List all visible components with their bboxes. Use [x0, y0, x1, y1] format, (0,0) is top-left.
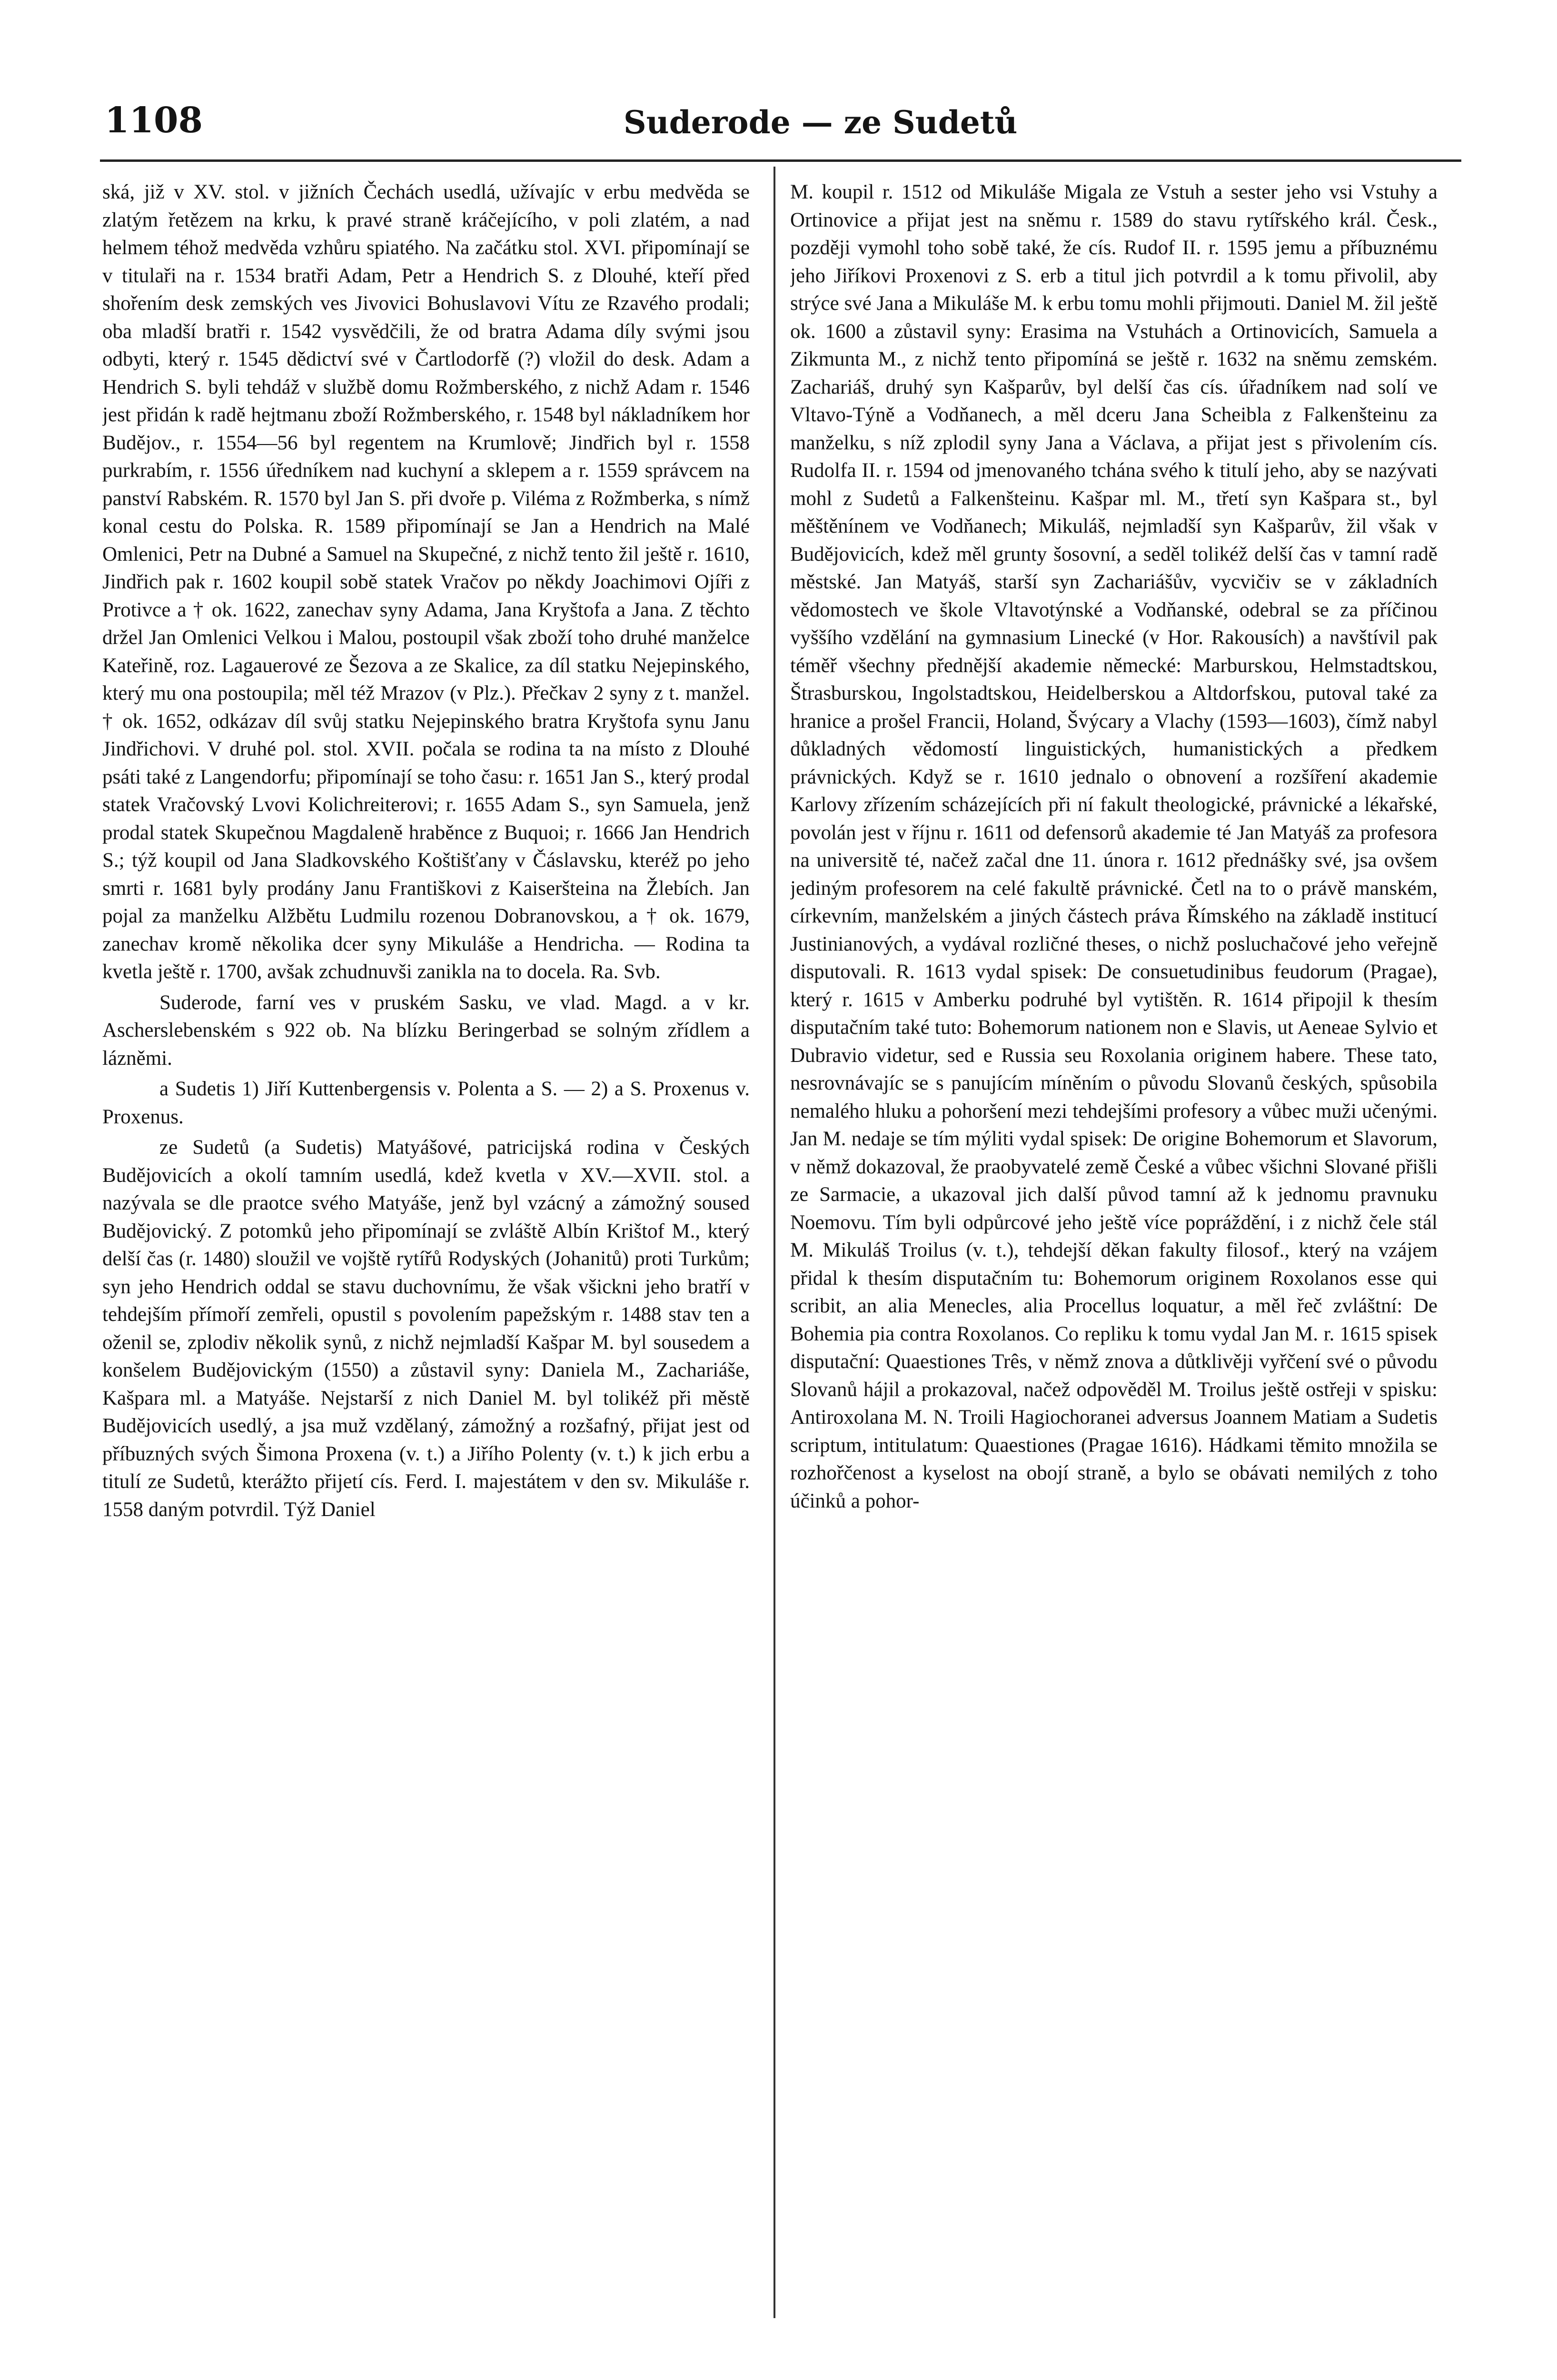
right-column	[790, 178, 1438, 2344]
header-rule	[100, 159, 1461, 162]
column-divider	[774, 167, 775, 2318]
page-number: 1108	[105, 100, 203, 141]
left-column	[102, 178, 750, 2344]
entry-a-sudetis: a Sudetis 1) Jiří Kuttenbergensis v. Polenta a S. — 2) a S. Proxenus v. Proxenus.	[102, 1078, 750, 1128]
entry-suderode: Suderode, farní ves v pruském Sasku, ve vlad. Magd. a v kr. Ascherslebenském s 922 ob. Na blízku Beringerbad se solným zřídlem a lázněmi.	[102, 991, 750, 1070]
running-head: Suderode — ze Sudetů	[624, 104, 1018, 141]
entry-dlouhe-continued: ská, již v XV. stol. v jižních Čechách usedlá, užívajíc v erbu medvěda se zlatým řetězem na krku, k pravé straně kráčejícího, v poli zlatém, a nad helmem téhož medvěda vzhůru spiatého. Na začátku stol. XVI. připomínají se v titulaři na r. 1534 bratři Adam, Petr a Hendrich S. z Dlouhé, kteří před shořením desk zemských ves Jivovici Bohuslavovi Vítu ze Rzavého prodali; oba mladší bratři r. 1542 vysvědčili, že od bratra Adama díly svými jsou odbyti, který r. 1545 dědictví své v Čartlodorfě (?) vložil do desk. Adam a Hendrich S. byli tehdáž v službě domu Rožmberského, z nichž Adam r. 1546 jest přidán k radě hejtmanu zboží Rožmberského, r. 1548 byl nákladníkem hor Budějov., r. 1554—56 byl regentem na Krumlově; Jindřich byl r. 1558 purkrabím, r. 1556 úředníkem nad kuchyní a sklepem a r. 1559 správcem na panství Rabském. R. 1570 byl Jan S. při dvoře p. Viléma z Rožmberka, s nímž konal cestu do Polska. R. 1589 připomínají se Jan a Hendrich na Malé Omlenici, Petr na Dubné a Samuel na Skupečné, z nichž tento žil ještě r. 1610, Jindřich pak r. 1602 koupil sobě statek Vračov po někdy Joachimovi Ojíři z Protivce a † ok. 1622, zanechav syny Adama, Jana Kryštofa a Jana. Z těchto držel Jan Omlenici Velkou i Malou, postoupil však zboží toho druhé manželce Kateřině, roz. Lagauerové ze Šezova a ze Skalice, za díl statku Nejepinského, který mu ona postoupila; měl též Mrazov (v Plz.). Přečkav 2 syny z t. manžel. † ok. 1652, odkázav díl svůj statku Nejepinského bratra Kryštofa synu Janu Jindřichovi. V druhé pol. stol. XVII. počala se rodina ta na místo z Dlouhé psáti také z Langendorfu; připomínají se toho času: r. 1651 Jan S., který prodal statek Vračovský Lvovi Kolichreiterovi; r. 1655 Adam S., syn Samuela, jenž prodal statek Skupečnou Magdaleně hraběnce z Buquoi; r. 1666 Jan Hendrich S.; týž koupil od Jana Sladkovského Koštišťany v Čáslavsku, kteréž po jeho smrti r. 1681 byly prodány Janu Františkovi z Kaiseršteina na Žlebích. Jan pojal za manželku Alžbětu Ludmilu rozenou Dobranovskou, a † ok. 1679, zanechav kromě několika dcer syny Mikuláše a Hendricha. — Rodina ta kvetla ještě r. 1700, avšak zchudnuvši zanikla na to docela. Ra. Svb.	[102, 181, 750, 983]
entry-ze-sudetu-continued: M. koupil r. 1512 od Mikuláše Migala ze Vstuh a sester jeho vsi Vstuhy a Ortinovice a přijat jest na sněmu r. 1589 do stavu rytířského král. Česk., později vymohl toho sobě také, že cís. Rudof II. r. 1595 jemu a příbuznému jeho Jiříkovi Proxenovi z S. erb a titul jich potvrdil a k tomu přivolil, aby strýce své Jana a Mikuláše M. k erbu tomu mohli přijmouti. Daniel M. žil ještě ok. 1600 a zůstavil syny: Erasima na Vstuhách a Ortinovicích, Samuela a Zikmunta M., z nichž tento připomíná se ještě r. 1632 na sněmu zemském. Zachariáš, druhý syn Kašparův, byl delší čas cís. úřadníkem nad solí ve Vltavo-Týně a Vodňanech, a měl dceru Jana Scheibla z Falkenšteinu za manželku, s níž zplodil syny Jana a Václava, a přijat jest s přivolením cís. Rudolfa II. r. 1594 od jmenovaného tchána svého k titulí jeho, aby se nazývati mohl z Sudetů a Falkenšteinu. Kašpar ml. M., třetí syn Kašpara st., byl měštěnínem ve Vodňanech; Mikuláš, nejmladší syn Kašparův, žil však v Budějovicích, kdež měl grunty šosovní, a seděl tolikéž delší čas v tamní radě městské. Jan Matyáš, starší syn Zachariášův, vycvičiv se v základních vědomostech ve škole Vltavotýnské a Vodňanské, odebral se za příčinou vyššího vzdělání na gymnasium Linecké (v Hor. Rakousích) a navštívil pak téměř všechny přednější akademie německé: Marburskou, Helmstadtskou, Štrasburskou, Ingolstadtskou, Heidelberskou a Altdorfskou, putoval také za hranice a prošel Francii, Holand, Švýcary a Vlachy (1593—1603), čímž nabyl důkladných vědomostí linguistických, humanistických a předkem právnických. Když se r. 1610 jednalo o obnovení a rozšíření akademie Karlovy zřízením scházejících při ní fakult theologické, právnické a lékařské, povolán jest v říjnu r. 1611 od defensorů akademie té Jan Matyáš za profesora na universitě té, načež začal dne 11. února r. 1612 přednášky své, jsa ovšem jediným profesorem na celé fakultě právnické. Četl na to o právě manském, církevním, manželském a jiných částech práva Římského na základě institucí Justinianových, a vydával rozličné theses, o nichž posluchačové jeho veřejně disputovali. R. 1613 vydal spisek: De consuetudinibus feudorum (Pragae), který r. 1615 v Amberku podruhé byl vytištěn. R. 1614 připojil k thesím disputačním také tuto: Bohemorum nationem non e Slavis, ut Aeneae Sylvio et Dubravio videtur, sed e Russia seu Roxolania originem habere. These tato, nesrovnávajíc se s panujícím míněním o původu Slovanů českých, spůsobila nemalého hluku a pohoršení mezi tehdejšími profesory a vůbec muži učenými. Jan M. nedaje se tím mýliti vydal spisek: De origine Bohemorum et Slavorum, v němž dokazoval, že praobyvatelé země České a vůbec všichni Slované přišli ze Sarmacie, a ukazoval jich další původ tamní až k jednomu pravnuku Noemovu. Tím byli odpůrcové jeho ještě více popráždění, i z nichž čele stál M. Mikuláš Troilus (v. t.), tehdejší děkan fakulty filosof., který na vzájem přidal k thesím disputačním tu: Bohemorum originem Roxolanos esse qui scribit, an alia Menecles, alia Procellus loquatur, a měl řeč zvláštní: De Bohemia pia contra Roxolanos. Co repliku k tomu vydal Jan M. r. 1615 spisek disputační: Quaestiones Três, v němž znova a důtklivěji vyřčení své o původu Slovanů hájil a prokazoval, načež odpověděl M. Troilus ještě ostřeji v spisku: Antiroxolana M. N. Troili Hagiochoranei adversus Joannem Matiam a Sudetis scriptum, intitulatum: Quaestiones (Pragae 1616). Hádkami těmito množila se rozhořčenost a kyselost na obojí straně, a bylo se obávati nemilých z toho účinků a pohor-	[790, 181, 1438, 1512]
page-header	[105, 100, 1452, 157]
entry-ze-sudetu: ze Sudetů (a Sudetis) Matyášové, patricijská rodina v Českých Budějovicích a okolí tamním usedlá, kdež kvetla v XV.—XVII. stol. a nazývala se dle praotce svého Matyáše, jenž byl vzácný a zámožný soused Budějovický. Z potomků jeho připomínají se zvláště Albín Krištof M., který delší čas (r. 1480) sloužil ve vojště rytířů Rodyských (Johanitů) proti Turkům; syn jeho Hendrich oddal se stavu duchovnímu, že však všickni jeho bratří v tehdejším přímoří zemřeli, opustil s povolením papežským r. 1488 stav ten a oženil se, zplodiv několik synů, z nichž nejmladší Kašpar M. byl sousedem a konšelem Budějovickým (1550) a zůstavil syny: Daniela M., Zachariáše, Kašpara ml. a Matyáše. Nejstarší z nich Daniel M. byl tolikéž při městě Budějovicích usedlý, a jsa muž vzdělaný, zámožný a rozšafný, přijat jest od příbuzných svých Šimona Proxena (v. t.) a Jiřího Polenty (v. t.) k jich erbu a titulí ze Sudetů, kterážto přijetí cís. Ferd. I. majestátem v den sv. Mikuláše r. 1558 daným potvrdil. Týž Daniel	[102, 1136, 750, 1521]
